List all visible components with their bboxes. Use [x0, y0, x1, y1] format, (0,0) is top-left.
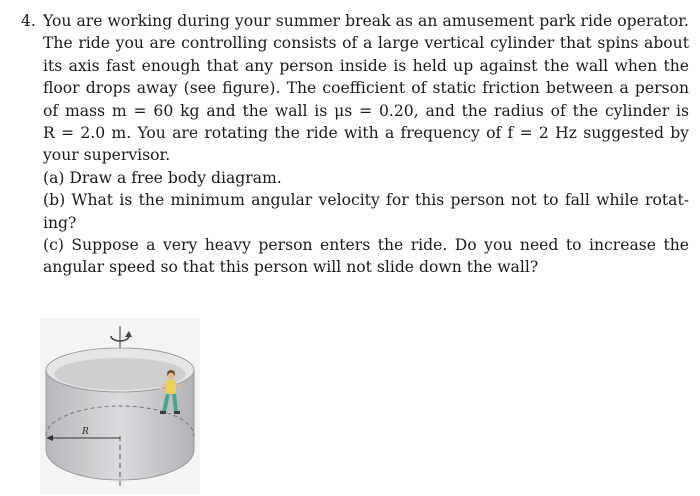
problem-body: [43, 10, 689, 279]
problem-text-line-5: of mass m = 60 kg and the wall is μs = 0.20, and the radius of the cylinder is: [43, 101, 689, 120]
problem-text-line-3: its axis fast enough that any person inside is held up against the wall when the: [43, 56, 689, 75]
problem-text-line-4: floor drops away (see figure). The coefficient of static friction between a person: [43, 79, 689, 98]
part-a: (a) Draw a free body diagram.: [43, 168, 282, 187]
problem-text-line-6: R = 2.0 m. You are rotating the ride with a frequency of f = 2 Hz suggested by: [43, 124, 689, 143]
radius-label: R: [82, 427, 89, 437]
problem-text-line-1: You are working during your summer break as an amusement park ride operator.: [43, 12, 689, 30]
part-b-line-2: ing?: [43, 213, 77, 232]
cylinder-diagram: [40, 318, 200, 494]
part-b-line-1: (b) What is the minimum angular velocity for this person not to fall while rotat-: [43, 191, 689, 210]
part-c-line-1: (c) Suppose a very heavy person enters the ride. Do you need to increase the: [43, 236, 689, 255]
part-c-line-2: angular speed so that this person will not slide down the wall?: [43, 258, 539, 277]
problem-text-line-2: The ride you are controlling consists of a large vertical cylinder that spins about: [43, 34, 689, 53]
problem-number: 4.: [21, 12, 36, 30]
rotor-ride-figure: [40, 318, 200, 494]
problem-text-line-7: your supervisor.: [43, 146, 171, 165]
problem-4: [21, 10, 689, 279]
